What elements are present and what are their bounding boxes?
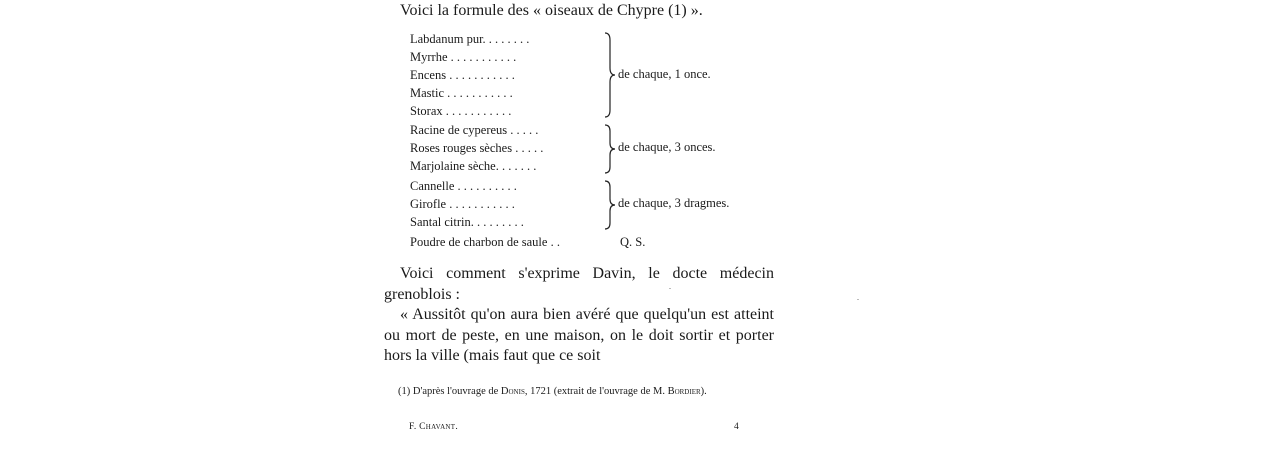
brace-icon — [603, 32, 617, 118]
ingredient-group-3 — [410, 177, 524, 231]
ingredient-item: Labdanum pur. . . . . . . . — [410, 32, 530, 46]
footnote-author: Donis — [500, 386, 525, 397]
ingredient-item: Mastic . . . . . . . . . . . — [410, 86, 513, 100]
sheet-number: 4 — [734, 422, 739, 432]
signature: F. Chavant. — [409, 422, 459, 432]
footnote-middle: , 1721 (extrait de l'ouvrage de M. — [524, 386, 665, 397]
paragraph: « Aussitôt qu'on aura bien avéré que quelqu'un est atteint ou mort de peste, en une maison, on le doit sortir et porter hors la ville (mais faut que ce soit — [384, 306, 774, 364]
paragraph: Voici comment s'exprime Davin, le docte médecin grenoblois : — [384, 265, 774, 303]
footnote-prefix: (1) D'après l'ouvrage de — [398, 386, 499, 397]
ingredient-item: Myrrhe . . . . . . . . . . . — [410, 50, 517, 64]
ingredient-item: Girofle . . . . . . . . . . . — [410, 197, 515, 211]
scan-speck — [857, 299, 859, 300]
ingredient-group-2 — [410, 121, 543, 175]
ingredient-item: Roses rouges sèches . . . . . — [410, 141, 544, 155]
ingredient-item: Santal citrin. . . . . . . . . — [410, 215, 524, 229]
ingredient-item: Racine de cypereus . . . . . — [410, 123, 539, 137]
group-2-quantity: de chaque, 3 onces. — [618, 140, 716, 154]
scan-speck — [669, 288, 671, 289]
ingredient-item: Encens . . . . . . . . . . . — [410, 68, 515, 82]
ingredient-item: Cannelle . . . . . . . . . . — [410, 179, 517, 193]
ingredient-item: Marjolaine sèche. . . . . . . — [410, 159, 537, 173]
group-3-quantity: de chaque, 3 dragmes. — [618, 196, 730, 210]
brace-icon — [603, 124, 617, 174]
footnote-author: Bordier — [667, 386, 701, 397]
ingredient-item: Storax . . . . . . . . . . . — [410, 104, 512, 118]
last-item-quantity: Q. S. — [620, 235, 646, 249]
group-1-quantity: de chaque, 1 once. — [618, 67, 711, 81]
footnote — [384, 384, 774, 399]
recipe-intro: Voici la formule des « oiseaux de Chypre (1) ». — [400, 2, 703, 19]
ingredient-group-1 — [410, 30, 529, 120]
footnote-suffix: ). — [700, 386, 707, 397]
body-text — [384, 264, 774, 367]
ingredient-item-last: Poudre de charbon de saule . . — [410, 235, 560, 249]
brace-icon — [603, 180, 617, 230]
